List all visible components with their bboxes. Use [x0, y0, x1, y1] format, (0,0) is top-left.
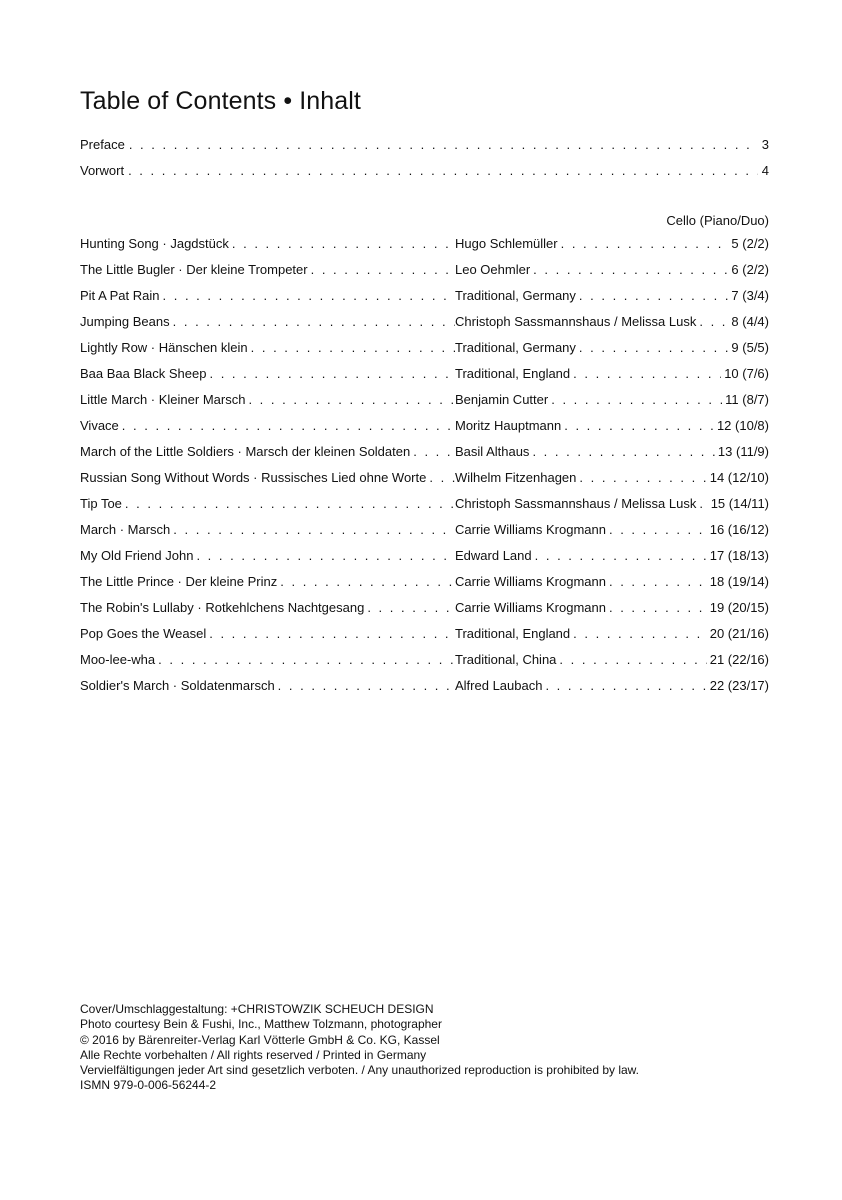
- toc-composer-column: [455, 340, 769, 355]
- page-numbers: 11 (8/7): [725, 392, 769, 407]
- toc-entry: [80, 236, 769, 262]
- toc-entry: [80, 522, 769, 548]
- dot-leader: [573, 626, 707, 641]
- dot-leader: [545, 678, 706, 693]
- toc-title-column: [80, 236, 455, 251]
- edition-heading: Cello (Piano/Duo): [666, 213, 769, 228]
- front-matter-page: 3: [761, 137, 769, 152]
- toc-entry: [80, 392, 769, 418]
- toc-entry: [80, 600, 769, 626]
- toc-composer-column: [455, 288, 769, 303]
- dot-leader: [533, 262, 728, 277]
- page-numbers: 22 (23/17): [709, 678, 769, 693]
- dot-leader: [209, 366, 455, 381]
- composer-name: Moritz Hauptmann: [455, 418, 562, 433]
- toc-title-column: [80, 496, 455, 511]
- toc-list: [80, 212, 769, 704]
- piece-title: Moo-lee-wha: [80, 652, 156, 667]
- dot-leader: [559, 652, 706, 667]
- toc-title-column: [80, 366, 455, 381]
- toc-composer-column: [455, 600, 769, 615]
- toc-composer-column: [455, 470, 769, 485]
- dot-leader: [251, 340, 455, 355]
- imprint-line: Alle Rechte vorbehalten / All rights reserved / Printed in Germany: [80, 1047, 427, 1062]
- toc-entry: [80, 678, 769, 704]
- front-matter-row: [80, 137, 769, 163]
- toc-title-column: [80, 262, 455, 277]
- composer-name: Carrie Williams Krogmann: [455, 600, 606, 615]
- toc-entry: [80, 574, 769, 600]
- toc-title-column: [80, 574, 455, 589]
- composer-name: Alfred Laubach: [455, 678, 543, 693]
- dot-leader: [579, 470, 706, 485]
- composer-name: Basil Althaus: [455, 444, 530, 459]
- toc-composer-column: [455, 548, 769, 563]
- dot-leader: [579, 288, 729, 303]
- composer-name: Carrie Williams Krogmann: [455, 522, 606, 537]
- front-matter-list: [80, 137, 769, 189]
- toc-title-column: [80, 600, 455, 615]
- toc-entry: [80, 288, 769, 314]
- dot-leader: [699, 314, 728, 329]
- page-numbers: 16 (16/12): [709, 522, 769, 537]
- toc-title-column: [80, 548, 455, 563]
- page-numbers: 18 (19/14): [709, 574, 769, 589]
- piece-title: Soldier's March · Soldatenmarsch: [80, 678, 275, 693]
- dot-leader: [209, 626, 455, 641]
- toc-entry: [80, 496, 769, 522]
- composer-name: Leo Oehmler: [455, 262, 531, 277]
- toc-composer-column: [455, 418, 769, 433]
- toc-title-column: [80, 340, 455, 355]
- dot-leader: [128, 163, 758, 178]
- toc-entry: [80, 418, 769, 444]
- page-numbers: 21 (22/16): [709, 652, 769, 667]
- toc-composer-column: [455, 652, 769, 667]
- toc-composer-column: [455, 574, 769, 589]
- toc-composer-column: [455, 314, 769, 329]
- toc-composer-column: [455, 444, 769, 459]
- composer-name: Traditional, China: [455, 652, 557, 667]
- toc-entry: [80, 262, 769, 288]
- composer-name: Christoph Sassmannshaus / Melissa Lusk: [455, 496, 697, 511]
- dot-leader: [196, 548, 455, 563]
- composer-name: Benjamin Cutter: [455, 392, 549, 407]
- page-numbers: 10 (7/6): [724, 366, 769, 381]
- imprint-line: Cover/Umschlaggestaltung: +CHRISTOWZIK SCHEUCH DESIGN: [80, 1002, 434, 1016]
- toc-composer-column: [455, 678, 769, 693]
- toc-composer-column: [455, 522, 769, 537]
- piece-title: March · Marsch: [80, 522, 171, 537]
- dot-leader: [173, 314, 455, 329]
- dot-leader: [609, 600, 707, 615]
- dot-leader: [609, 522, 707, 537]
- page-numbers: 8 (4/4): [731, 314, 769, 329]
- dot-leader: [158, 652, 455, 667]
- toc-entry: [80, 626, 769, 652]
- toc-title-column: [80, 652, 455, 667]
- dot-leader: [564, 418, 714, 433]
- composer-name: Traditional, Germany: [455, 340, 576, 355]
- piece-title: Vivace: [80, 418, 119, 433]
- front-matter-title: Vorwort: [80, 163, 125, 178]
- dot-leader: [413, 444, 455, 459]
- dot-leader: [173, 522, 455, 537]
- dot-leader: [579, 340, 729, 355]
- toc-composer-column: [455, 366, 769, 381]
- piece-title: The Little Prince · Der kleine Prinz: [80, 574, 278, 589]
- composer-name: Edward Land: [455, 548, 532, 563]
- toc-entry: [80, 340, 769, 366]
- composer-name: Traditional, England: [455, 626, 571, 641]
- page-numbers: 9 (5/5): [731, 340, 769, 355]
- dot-leader: [535, 548, 707, 563]
- front-matter-row: [80, 163, 769, 189]
- dot-leader: [129, 137, 758, 152]
- page-numbers: 7 (3/4): [731, 288, 769, 303]
- toc-composer-column: [455, 236, 769, 251]
- composer-name: Carrie Williams Krogmann: [455, 574, 606, 589]
- toc-title-column: [80, 288, 455, 303]
- dot-leader: [278, 678, 455, 693]
- toc-composer-column: [455, 392, 769, 407]
- piece-title: March of the Little Soldiers · Marsch der kleinen Soldaten: [80, 444, 411, 459]
- composer-name: Christoph Sassmannshaus / Melissa Lusk: [455, 314, 697, 329]
- page-title: Table of Contents • Inhalt: [80, 87, 361, 115]
- front-matter-page: 4: [761, 163, 769, 178]
- toc-title-column: [80, 392, 455, 407]
- toc-composer-column: [455, 262, 769, 277]
- composer-name: Traditional, Germany: [455, 288, 576, 303]
- piece-title: Lightly Row · Hänschen klein: [80, 340, 248, 355]
- toc-title-column: [80, 678, 455, 693]
- toc-title-column: [80, 314, 455, 329]
- dot-leader: [699, 496, 707, 511]
- toc-title-column: [80, 626, 455, 641]
- dot-leader: [429, 470, 455, 485]
- imprint: [80, 1002, 780, 1094]
- toc-entry: [80, 548, 769, 574]
- imprint-line: Vervielfältigungen jeder Art sind gesetzlich verboten. / Any unauthorized reproduction is prohibited by law.: [80, 1063, 640, 1078]
- piece-title: Hunting Song · Jagdstück: [80, 236, 229, 251]
- dot-leader: [561, 236, 729, 251]
- dot-leader: [280, 574, 455, 589]
- imprint-line: © 2016 by Bärenreiter-Verlag Karl Vötterle GmbH & Co. KG, Kassel: [80, 1032, 440, 1047]
- toc-composer-column: [455, 626, 769, 641]
- dot-leader: [551, 392, 722, 407]
- front-matter-title: Preface: [80, 137, 125, 152]
- page-numbers: 17 (18/13): [709, 548, 769, 563]
- toc-entry: [80, 314, 769, 340]
- composer-name: Traditional, England: [455, 366, 571, 381]
- dot-leader: [573, 366, 721, 381]
- piece-title: Pop Goes the Weasel: [80, 626, 207, 641]
- toc-title-column: [80, 444, 455, 459]
- dot-leader: [532, 444, 714, 459]
- piece-title: The Robin's Lullaby · Rotkehlchens Nachtgesang: [80, 600, 365, 615]
- dot-leader: [367, 600, 455, 615]
- page-numbers: 19 (20/15): [709, 600, 769, 615]
- composer-name: Wilhelm Fitzenhagen: [455, 470, 577, 485]
- piece-title: Pit A Pat Rain: [80, 288, 160, 303]
- dot-leader: [122, 418, 455, 433]
- toc-title-column: [80, 470, 455, 485]
- dot-leader: [125, 496, 455, 511]
- page-numbers: 15 (14/11): [710, 496, 769, 511]
- toc-entry: [80, 444, 769, 470]
- dot-leader: [232, 236, 455, 251]
- imprint-line: ISMN 979-0-006-56244-2: [80, 1078, 217, 1093]
- composer-name: Hugo Schlemüller: [455, 236, 558, 251]
- toc-entry: [80, 366, 769, 392]
- page-numbers: 12 (10/8): [716, 418, 769, 433]
- page-numbers: 14 (12/10): [709, 470, 769, 485]
- toc-entry: [80, 652, 769, 678]
- page-numbers: 13 (11/9): [717, 444, 769, 459]
- dot-leader: [163, 288, 456, 303]
- piece-title: Baa Baa Black Sheep: [80, 366, 207, 381]
- piece-title: Tip Toe: [80, 496, 122, 511]
- piece-title: The Little Bugler · Der kleine Trompeter: [80, 262, 308, 277]
- dot-leader: [311, 262, 455, 277]
- dot-leader: [248, 392, 455, 407]
- dot-leader: [609, 574, 707, 589]
- piece-title: Russian Song Without Words · Russisches Lied ohne Worte: [80, 470, 427, 485]
- page-numbers: 20 (21/16): [709, 626, 769, 641]
- page-numbers: 6 (2/2): [731, 262, 769, 277]
- toc-title-column: [80, 522, 455, 537]
- piece-title: My Old Friend John: [80, 548, 194, 563]
- toc-entry: [80, 470, 769, 496]
- piece-title: Little March · Kleiner Marsch: [80, 392, 246, 407]
- page-numbers: 5 (2/2): [731, 236, 769, 251]
- imprint-line: Photo courtesy Bein & Fushi, Inc., Matthew Tolzmann, photographer: [80, 1017, 442, 1032]
- toc-composer-column: [455, 496, 769, 511]
- piece-title: Jumping Beans: [80, 314, 170, 329]
- toc-title-column: [80, 418, 455, 433]
